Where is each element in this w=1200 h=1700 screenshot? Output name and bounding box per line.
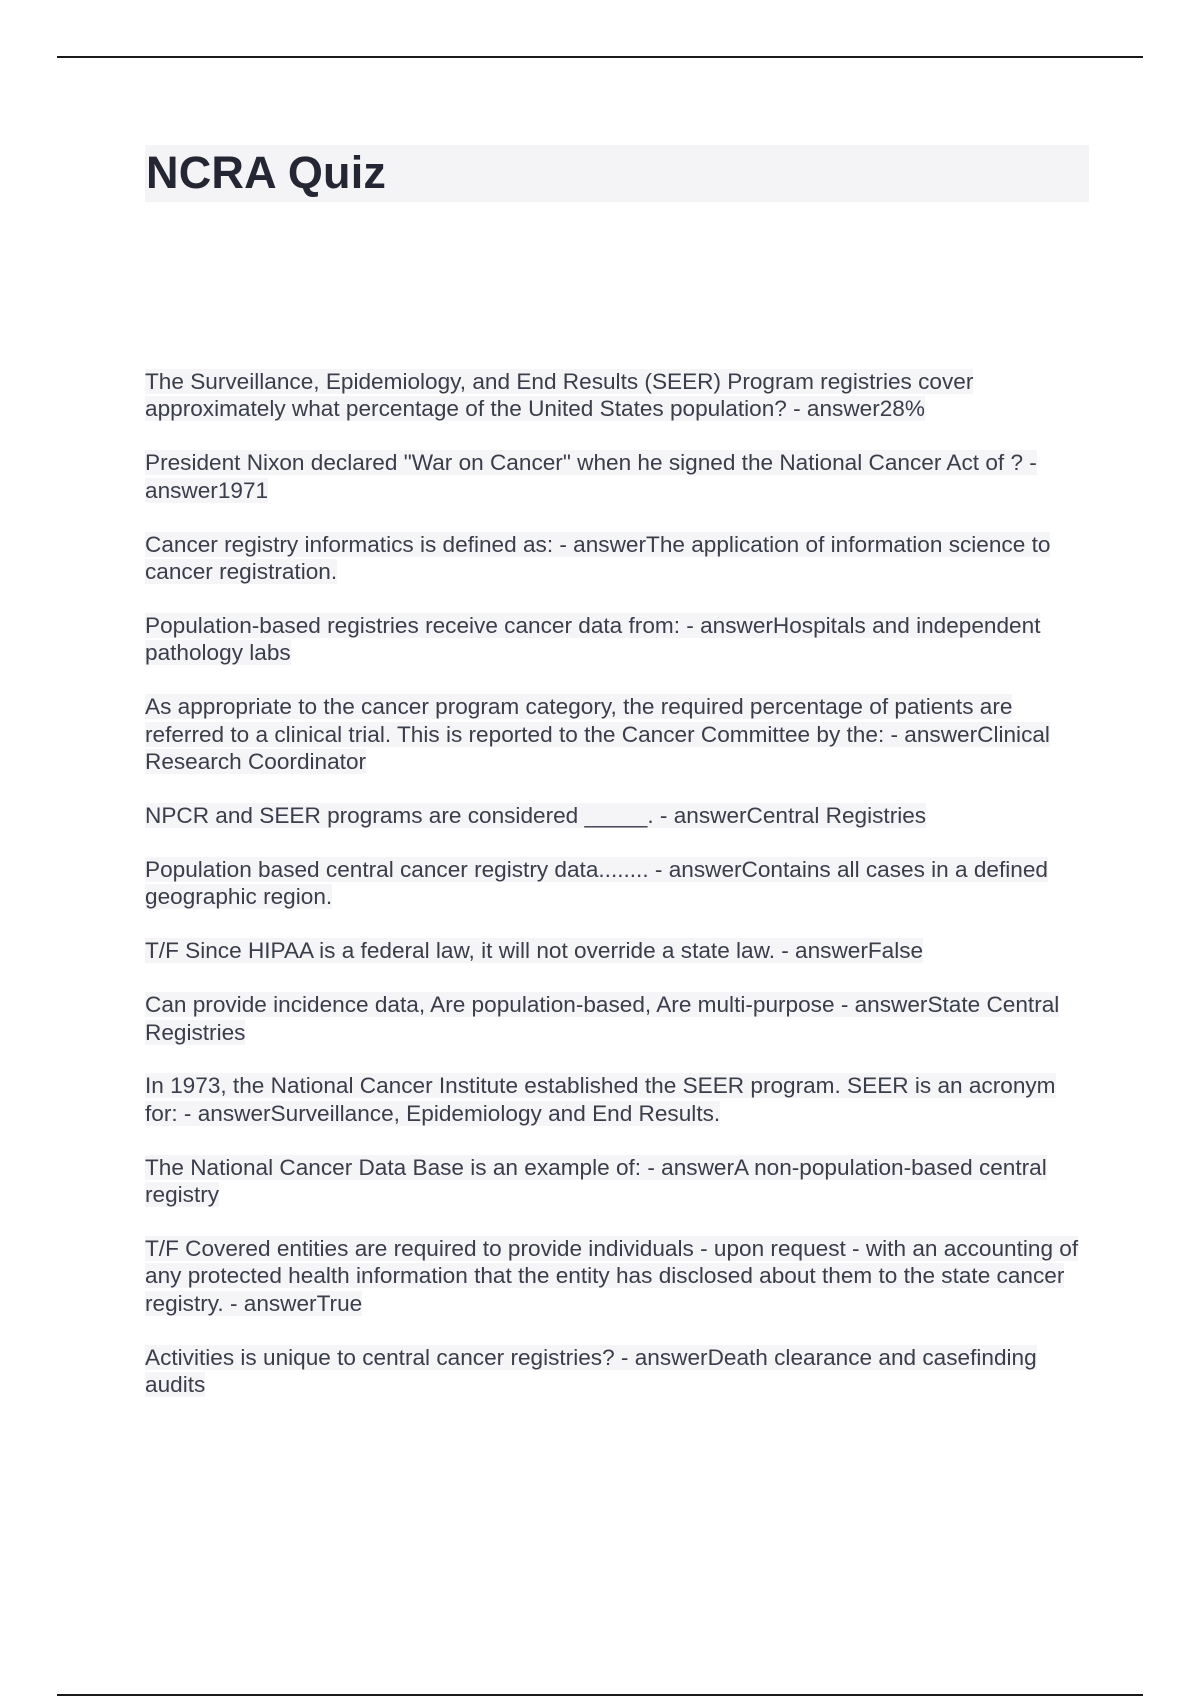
qa-text: In 1973, the National Cancer Institute established the SEER program. SEER is an acronym for: - answerSurveillance, Epidemiology and End Results. xyxy=(145,1073,1056,1126)
qa-text: Cancer registry informatics is defined as: - answerThe application of information science to cancer registration. xyxy=(145,531,1051,585)
qa-item xyxy=(145,802,1090,829)
qa-item xyxy=(145,1235,1090,1317)
qa-text: T/F Since HIPAA is a federal law, it will not override a state law. - answerFalse xyxy=(145,938,924,964)
qa-item xyxy=(145,1072,1090,1127)
qa-text: President Nixon declared "War on Cancer" when he signed the National Cancer Act of ? - answer1971 xyxy=(145,450,1037,503)
qa-list xyxy=(145,368,1090,1425)
qa-text: T/F Covered entities are required to provide individuals - upon request - with an accounting of any protected health information that the entity has disclosed about them to the state cancer registry. - answerTrue xyxy=(145,1236,1079,1316)
qa-text: Population-based registries receive cancer data from: - answerHospitals and independent pathology labs xyxy=(145,612,1041,666)
qa-text: Population based central cancer registry data........ - answerContains all cases in a defined geographic region. xyxy=(145,856,1048,910)
qa-item xyxy=(145,937,1090,964)
qa-text: Can provide incidence data, Are population-based, Are multi-purpose - answerState Central Registries xyxy=(145,992,1060,1045)
page-title: NCRA Quiz xyxy=(146,147,387,198)
qa-item xyxy=(145,531,1090,586)
qa-item xyxy=(145,1154,1090,1209)
qa-text: The National Cancer Data Base is an example of: - answerA non-population-based central registry xyxy=(145,1154,1047,1208)
qa-text: NPCR and SEER programs are considered _____. - answerCentral Registries xyxy=(145,802,927,828)
qa-item xyxy=(145,856,1090,911)
qa-text: As appropriate to the cancer program category, the required percentage of patients are referred to a clinical trial. This is reported to the Cancer Committee by the: - answerClinical Research Coordinator xyxy=(145,694,1050,775)
qa-text: The Surveillance, Epidemiology, and End Results (SEER) Program registries cover approximately what percentage of the United States population? - answer28% xyxy=(145,369,974,422)
qa-item xyxy=(145,449,1090,504)
qa-item xyxy=(145,693,1090,775)
qa-item xyxy=(145,612,1090,667)
qa-text: Activities is unique to central cancer registries? - answerDeath clearance and casefinding audits xyxy=(145,1344,1037,1398)
qa-item xyxy=(145,368,1090,423)
qa-item xyxy=(145,1344,1090,1399)
bottom-rule xyxy=(57,1694,1143,1696)
qa-item xyxy=(145,991,1090,1046)
top-rule xyxy=(57,56,1143,58)
